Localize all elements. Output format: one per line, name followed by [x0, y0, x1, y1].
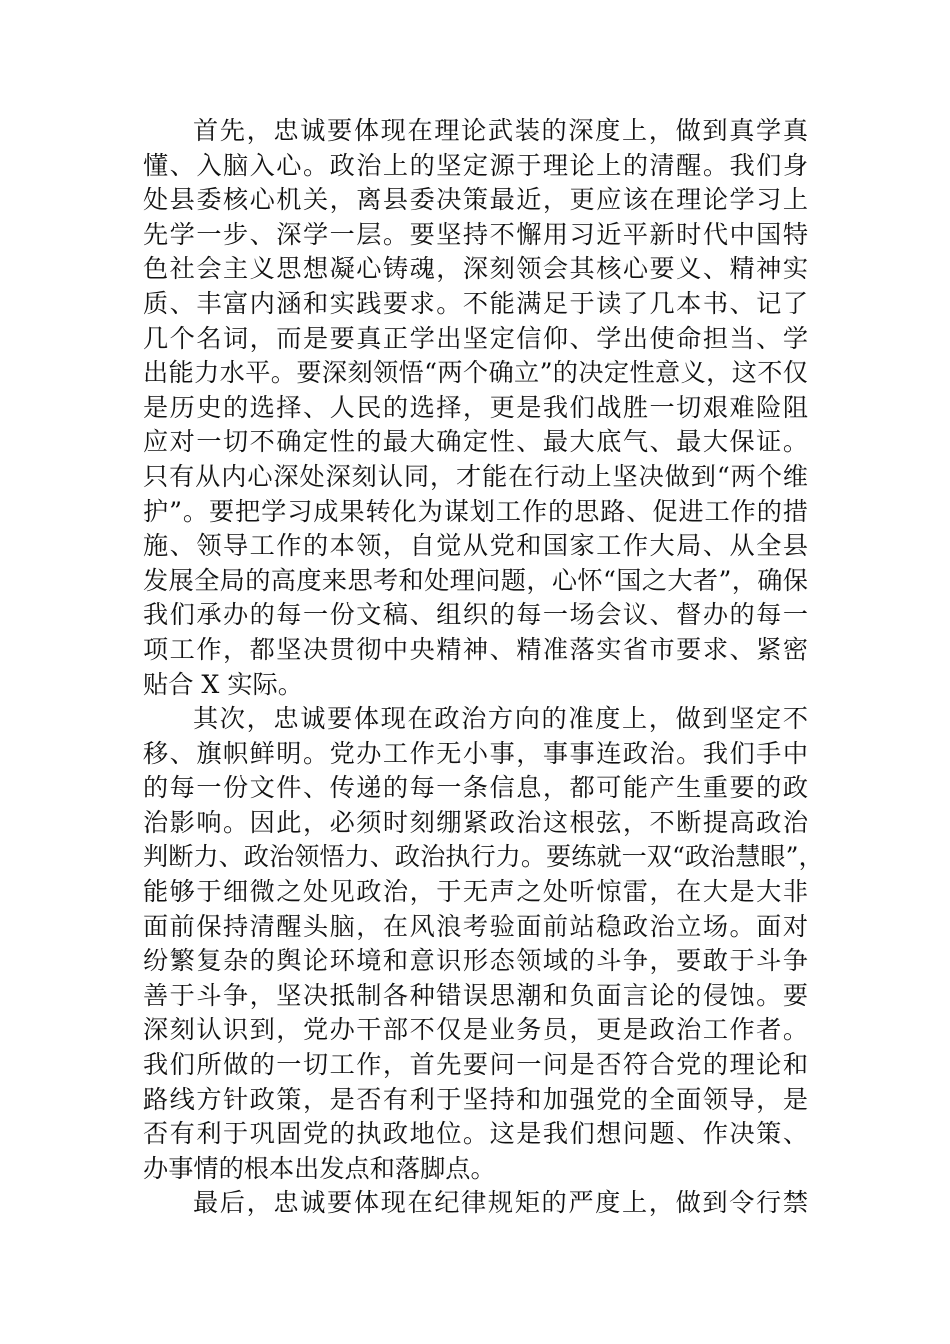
text-line: 质、丰富内涵和实践要求。不能满足于读了几本书、记了	[143, 288, 808, 318]
text-line: 的每一份文件、传递的每一条信息，都可能产生重要的政	[143, 773, 808, 803]
text-line: 先学一步、深学一层。要坚持不懈用习近平新时代中国特	[143, 219, 808, 249]
text-line: 是历史的选择、人民的选择，更是我们战胜一切艰难险阻	[143, 392, 808, 422]
text-line: 我们所做的一切工作，首先要问一问是否符合党的理论和	[143, 1050, 808, 1080]
text-line: 色社会主义思想凝心铸魂，深刻领会其核心要义、精神实	[143, 254, 808, 284]
text-line: 移、旗帜鲜明。党办工作无小事，事事连政治。我们手中	[143, 738, 808, 768]
text-line: 应对一切不确定性的最大确定性、最大底气、最大保证。	[143, 427, 808, 457]
text-line: 只有从内心深处深刻认同，才能在行动上坚决做到“两个维	[143, 461, 808, 491]
document-body	[143, 114, 824, 1221]
text-line: 我们承办的每一份文稿、组织的每一场会议、督办的每一	[143, 600, 808, 630]
text-line: 出能力水平。要深刻领悟“两个确立”的决定性意义，这不仅	[143, 358, 808, 388]
text-line: 深刻认识到，党办干部不仅是业务员，更是政治工作者。	[143, 1015, 808, 1045]
text-line: 办事情的根本出发点和落脚点。	[143, 1153, 496, 1183]
text-line: 判断力、政治领悟力、政治执行力。要练就一双“政治慧眼”，	[143, 842, 824, 872]
text-line: 善于斗争，坚决抵制各种错误思潮和负面言论的侵蚀。要	[143, 980, 808, 1010]
text-line: 贴合 X 实际。	[143, 669, 303, 699]
text-line: 其次，忠诚要体现在政治方向的准度上，做到坚定不	[193, 704, 808, 734]
text-line: 能够于细微之处见政治，于无声之处听惊雷，在大是大非	[143, 877, 808, 907]
text-line: 项工作，都坚决贯彻中央精神、精准落实省市要求、紧密	[143, 634, 808, 664]
text-line: 懂、入脑入心。政治上的坚定源于理论上的清醒。我们身	[143, 150, 808, 180]
text-line: 几个名词，而是要真正学出坚定信仰、学出使命担当、学	[143, 323, 808, 353]
text-line: 发展全局的高度来思考和处理问题，心怀“国之大者”，确保	[143, 565, 808, 595]
text-line: 路线方针政策，是否有利于坚持和加强党的全面领导，是	[143, 1084, 808, 1114]
text-line: 护”。要把学习成果转化为谋划工作的思路、促进工作的措	[143, 496, 808, 526]
text-line: 否有利于巩固党的执政地位。这是我们想问题、作决策、	[143, 1119, 808, 1149]
text-line: 首先，忠诚要体现在理论武装的深度上，做到真学真	[193, 116, 808, 145]
text-line: 纷繁复杂的舆论环境和意识形态领域的斗争，要敢于斗争	[143, 946, 808, 976]
text-line: 施、领导工作的本领，自觉从党和国家工作大局、从全县	[143, 531, 808, 561]
text-line: 处县委核心机关，离县委决策最近，更应该在理论学习上	[143, 185, 808, 215]
text-line: 面前保持清醒头脑，在风浪考验面前站稳政治立场。面对	[143, 911, 808, 941]
text-line: 最后，忠诚要体现在纪律规矩的严度上，做到令行禁	[193, 1188, 808, 1218]
text-line: 治影响。因此，必须时刻绷紧政治这根弦，不断提高政治	[143, 807, 808, 837]
